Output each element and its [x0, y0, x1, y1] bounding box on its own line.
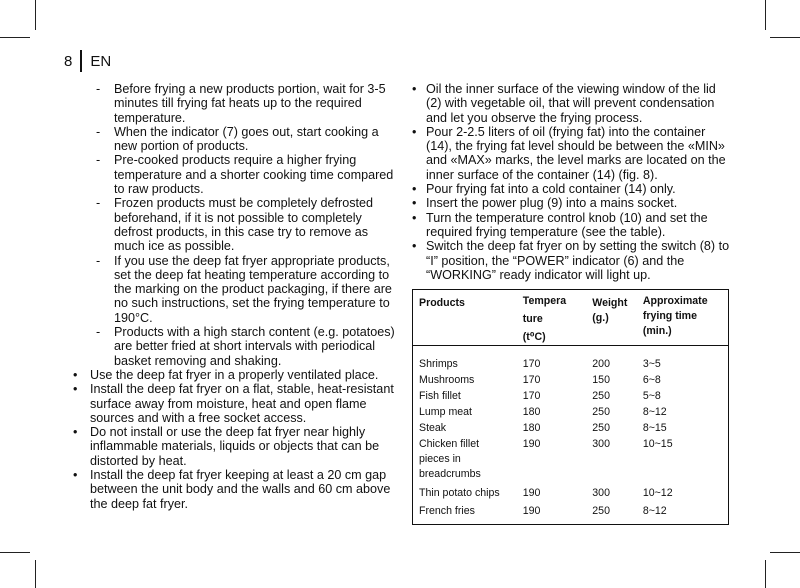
list-item: • Install the deep fat fryer keeping at least a 20 cm gap between the unit body and the walls and 60 cm above the deep fat fryer. — [73, 468, 391, 511]
list-item: • Use the deep fat fryer in a properly ventilated place. — [73, 367, 379, 382]
header-temperature: Tempera ture (t⁰C) — [517, 290, 587, 346]
crop-mark — [35, 560, 36, 588]
list-item: • Insert the power plug (9) into a mains socket. — [412, 196, 678, 211]
table-row: Shrimps 170 200 3~5 — [419, 358, 661, 370]
table-row: Mushrooms 170 150 6~8 — [419, 374, 661, 386]
list-item: - Pre-cooked products require a higher frying temperature and a shorter cooking time compared to raw products. — [96, 153, 394, 197]
table-row: Steak 180 250 8~15 — [419, 422, 667, 434]
table-row: French fries 190 250 8~12 — [419, 505, 667, 517]
table-row: Thin potato chips 190 300 10~12 — [419, 487, 673, 499]
list-item: • Pour 2-2.5 liters of oil (frying fat) into the container (14), the frying fat level should be between the «MIN» and «MAX» marks, the level marks are located on the inner surface of the container (14) (fig. 8). — [412, 124, 726, 182]
list-item: - Before frying a new products portion, wait for 3-5 minutes till frying fat heats up to the required temperature. — [96, 82, 386, 125]
crop-mark — [0, 37, 30, 38]
page-number: 8 — [64, 52, 73, 70]
list-item: - When the indicator (7) goes out, start cooking a new portion of products. — [96, 124, 379, 154]
list-item: • Switch the deep fat fryer on by setting the switch (8) to “I” position, the “POWER” indicator (6) and the “WORKING” ready indicator will light up. — [412, 239, 730, 282]
crop-mark — [770, 552, 800, 553]
list-item: • Oil the inner surface of the viewing window of the lid (2) with vegetable oil, that will prevent condensation and let you observe the frying process. — [412, 82, 716, 125]
header-products: Products — [413, 290, 517, 346]
list-item: • Pour frying fat into a cold container (14) only. — [412, 182, 676, 197]
list-item: - Products with a high starch content (e.g. potatoes) are better fried at short intervals with periodical basket removing and shaking. — [96, 325, 395, 368]
crop-mark — [765, 0, 766, 30]
header-time: Approximate frying time (min.) — [637, 290, 729, 346]
language-label: EN — [90, 52, 112, 70]
crop-mark — [770, 37, 800, 38]
list-item: • Turn the temperature control knob (10) and set the required frying temperature (see the table). — [412, 210, 708, 239]
crop-mark — [765, 560, 766, 588]
list-item: • Install the deep fat fryer on a flat, stable, heat-resistant surface away from moisture, heat and open flame sources and with a free socket access. — [73, 382, 394, 425]
left-column — [73, 82, 395, 511]
table-header-row — [413, 290, 729, 346]
right-column — [412, 82, 730, 282]
header-divider — [80, 50, 82, 72]
table-row: Chicken fillet pieces in breadcrumbs 190 300 10~15 — [419, 438, 673, 480]
table-row: Lump meat 180 250 8~12 — [419, 406, 667, 418]
crop-mark — [0, 552, 30, 553]
list-item: - Frozen products must be completely defrosted beforehand, if it is not possible to completely defrost products, in this case try to remove as much ice as possible. — [96, 196, 373, 254]
list-item: • Do not install or use the deep fat fryer near highly inflammable materials, liquids or objects that can be distorted by heat. — [73, 425, 380, 468]
header-weight: Weight (g.) — [586, 290, 637, 346]
page-header — [64, 50, 111, 72]
frying-table — [412, 289, 729, 525]
crop-mark — [35, 0, 36, 30]
table-row: Fish fillet 170 250 5~8 — [419, 390, 661, 402]
list-item: - If you use the deep fat fryer appropriate products, set the deep fat heating temperature according to the marking on the product packaging, if there are no such instructions, set the frying temperature to 190°C. — [96, 253, 392, 325]
